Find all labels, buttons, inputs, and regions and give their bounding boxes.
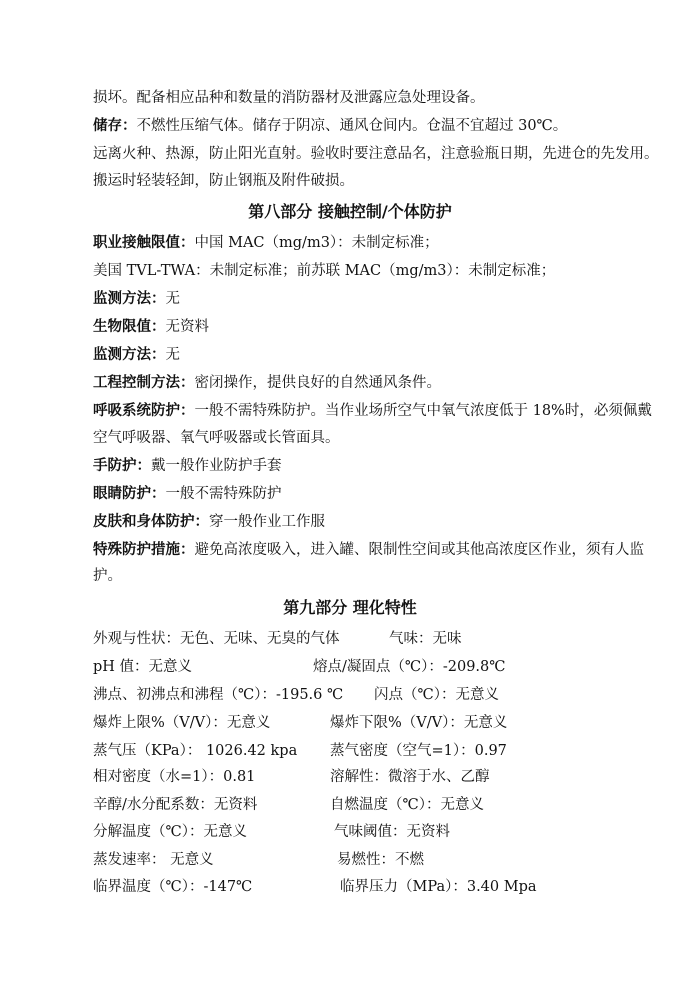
s8-text: 中国 MAC（mg/m3）：未制定标准；: [194, 235, 439, 251]
s8-label: 手防护：: [93, 457, 151, 474]
prop-right: 蒸气密度（空气=1）：0.97: [330, 743, 507, 759]
prop-right: 熔点/凝固点（℃）：-209.8℃: [313, 659, 506, 675]
storage-line-3: [93, 144, 659, 164]
s8-text: 一般不需特殊防护: [165, 486, 282, 502]
prop-right: 爆炸下限%（V/V）：无意义: [330, 715, 508, 731]
s8-text: 戴一般作业防护手套: [151, 458, 282, 474]
s8-line: [93, 566, 122, 586]
s8-text: 穿一般作业工作服: [209, 514, 325, 530]
s8-label: 监测方法：: [93, 290, 166, 307]
s8-line: [93, 428, 340, 448]
section-8-heading: 第八部分 接触控制/个体防护: [248, 202, 452, 221]
storage-line-1: [93, 88, 485, 108]
s8-label: 皮肤和身体防护：: [93, 513, 209, 530]
prop-left: 相对密度（水=1）：0.81: [93, 769, 256, 785]
s8-line: [93, 261, 555, 281]
s8-text: 密闭操作，提供良好的自然通风条件。: [194, 375, 441, 391]
s8-label: 监测方法：: [93, 346, 166, 363]
s8-label: 眼睛防护：: [93, 485, 166, 502]
prop-right: 自燃温度（℃）：无意义: [330, 797, 484, 813]
prop-left: 外观与性状：无色、无味、无臭的气体: [93, 631, 340, 647]
prop-left: 爆炸上限%（V/V）：无意义: [93, 715, 271, 731]
s8-label: 职业接触限值：: [93, 234, 195, 251]
section-9-heading: 第九部分 理化特性: [283, 598, 417, 617]
s8-text: 无: [165, 291, 180, 307]
s8-line: [93, 401, 652, 421]
storage-text-1: 损坏。配备相应品种和数量的消防器材及泄露应急处理设备。: [93, 90, 485, 106]
s8-line: [93, 289, 180, 309]
prop-left: 蒸气压（KPa）： 1026.42 kpa: [93, 743, 298, 759]
storage-text-4: 搬运时轻装轻卸，防止钢瓶及附件破损。: [93, 173, 354, 189]
s8-line: [93, 456, 282, 476]
prop-right: 气味：无味: [389, 631, 462, 647]
s8-label: 生物限值：: [93, 318, 166, 335]
prop-right: 气味阈值：无资料: [334, 824, 450, 840]
prop-left: 分解温度（℃）：无意义: [93, 824, 247, 840]
prop-left: 临界温度（℃）：-147℃: [93, 879, 253, 895]
prop-left: 蒸发速率： 无意义: [93, 852, 214, 868]
s8-text: 无: [165, 347, 180, 363]
storage-label: 储存：: [93, 117, 137, 134]
s8-line: [93, 233, 439, 253]
s8-line: [93, 484, 282, 504]
prop-right: 闪点（℃）：无意义: [374, 687, 499, 703]
s8-line: [93, 373, 441, 393]
storage-line-2: [93, 116, 567, 136]
s8-text: 美国 TVL-TWA：未制定标准；前苏联 MAC（mg/m3）：未制定标准；: [93, 263, 556, 279]
storage-line-4: [93, 171, 354, 191]
s8-label: 特殊防护措施：: [93, 541, 195, 558]
prop-left: 沸点、初沸点和沸程（℃）：-195.6 ℃: [93, 687, 344, 703]
s8-text: 护。: [93, 568, 122, 584]
s8-line: [93, 512, 325, 532]
prop-left: pH 值：无意义: [93, 659, 193, 675]
s8-label: 呼吸系统防护：: [93, 402, 195, 419]
s8-line: [93, 540, 644, 560]
prop-right: 易燃性：不燃: [337, 852, 424, 868]
s8-text: 避免高浓度吸入，进入罐、限制性空间或其他高浓度区作业，须有人监: [194, 542, 644, 558]
s8-label: 工程控制方法：: [93, 374, 195, 391]
storage-text-3: 远离火种、热源，防止阳光直射。验收时要注意品名，注意验瓶日期，先进仓的先发用。: [93, 146, 659, 162]
prop-right: 溶解性：微溶于水、乙醇: [330, 769, 490, 785]
s8-text: 空气呼吸器、氧气呼吸器或长管面具。: [93, 430, 340, 446]
storage-text-2: 不燃性压缩气体。储存于阴凉、通风仓间内。仓温不宜超过 30℃。: [136, 118, 568, 134]
prop-right: 临界压力（MPa）：3.40 Mpa: [340, 879, 537, 895]
s8-line: [93, 345, 180, 365]
s8-text: 无资料: [165, 319, 209, 335]
s8-text: 一般不需特殊防护。当作业场所空气中氧气浓度低于 18%时，必须佩戴: [194, 403, 652, 419]
prop-left: 辛醇/水分配系数：无资料: [93, 797, 258, 813]
s8-line: [93, 317, 209, 337]
